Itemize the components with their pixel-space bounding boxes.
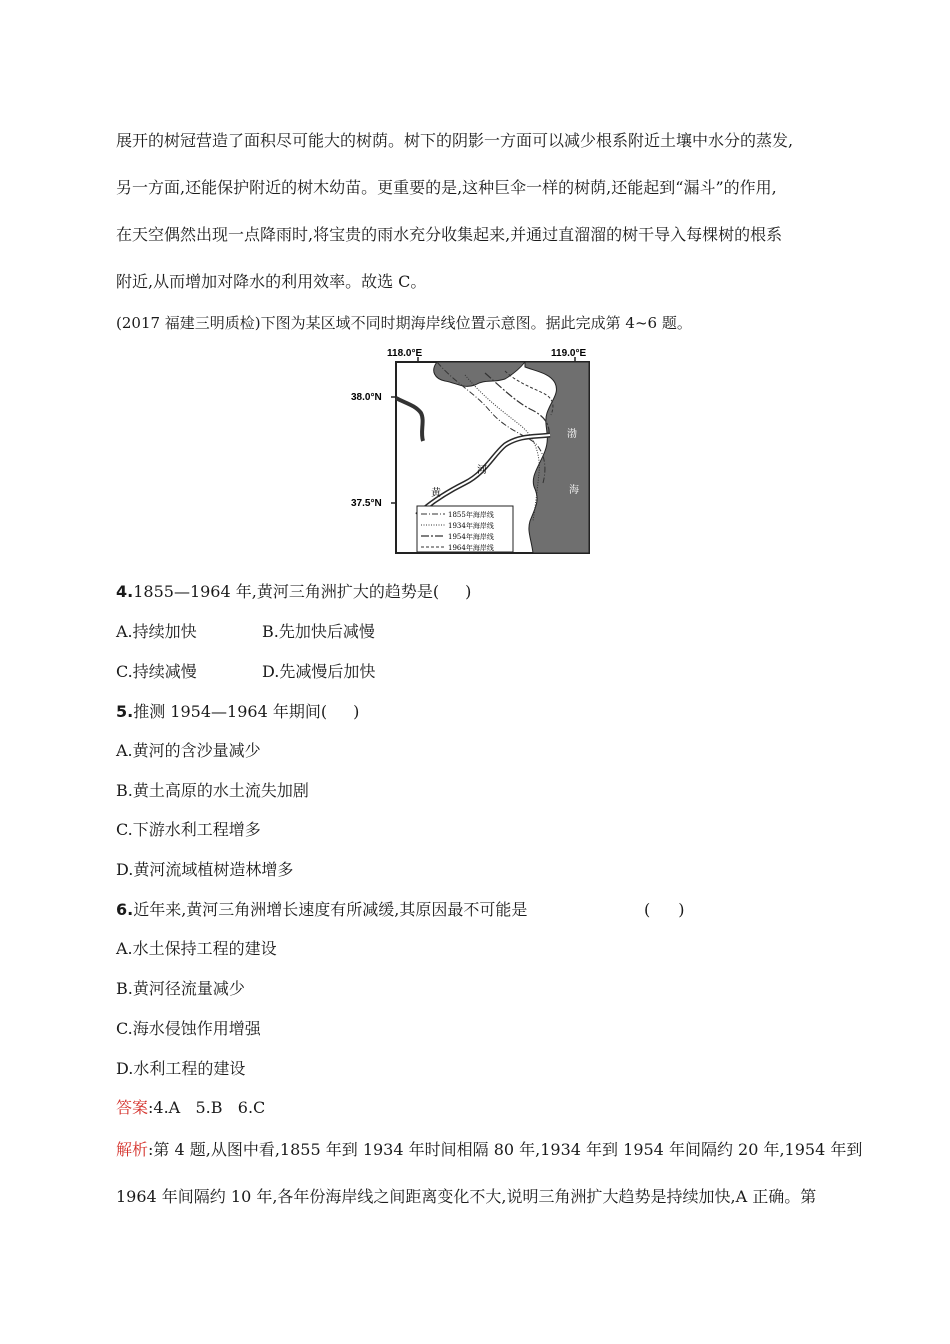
q4-option-d: D.先减慢后加快 <box>262 662 376 681</box>
question-text: 近年来,黄河三角洲增长速度有所减缓,其原因最不可能是 <box>133 900 528 919</box>
sea-label-2: 海 <box>569 485 579 496</box>
paragraph-line-2: 另一方面,还能保护附近的树木幼苗。更重要的是,这种巨伞一样的树荫,还能起到“漏斗”的作用, <box>116 178 777 197</box>
question-text: 推测 1954—1964 年期间( <box>133 702 328 721</box>
answer-label: 答案 <box>116 1098 149 1117</box>
question-intro: (2017 福建三明质检)下图为某区域不同时期海岸线位置示意图。据此完成第 4~6 题。 <box>116 314 692 332</box>
paren-close: ) <box>465 582 472 601</box>
river-label-1: 黄 <box>431 488 441 499</box>
river-label-2: 河 <box>477 465 487 476</box>
lat-top-label: 38.0°N <box>351 392 382 403</box>
sea-label-1: 渤 <box>567 429 577 440</box>
question-number: 4. <box>116 582 134 601</box>
q6-option-a: A.水土保持工程的建设 <box>116 939 277 958</box>
question-text: 1855—1964 年,黄河三角洲扩大的趋势是( <box>133 582 440 601</box>
paren-close: ) <box>353 702 360 721</box>
legend-label-1964: 1964年海岸线 <box>448 544 494 552</box>
question-5 <box>116 702 359 722</box>
question-6 <box>116 900 527 920</box>
paragraph-line-4: 附近,从而增加对降水的利用效率。故选 C。 <box>116 272 427 291</box>
q6-option-d: D.水利工程的建设 <box>116 1059 246 1078</box>
q5-option-d: D.黄河流域植树造林增多 <box>116 860 294 879</box>
answer-line <box>116 1098 265 1118</box>
q5-option-c: C.下游水利工程增多 <box>116 820 261 839</box>
paragraph-line-3: 在天空偶然出现一点降雨时,将宝贵的雨水充分收集起来,并通过直溜溜的树干导入每棵树的根系 <box>116 225 783 244</box>
question-4 <box>116 582 471 602</box>
q4-option-a: A.持续加快 <box>116 622 197 641</box>
q5-option-a: A.黄河的含沙量减少 <box>116 741 261 760</box>
paragraph-line-1: 展开的树冠营造了面积尽可能大的树荫。树下的阴影一方面可以减少根系附近土壤中水分的蒸发, <box>116 131 794 150</box>
lon-right-label: 119.0°E <box>551 348 587 359</box>
q5-option-b: B.黄土高原的水土流失加剧 <box>116 781 309 800</box>
analysis-line-2: 1964 年间隔约 10 年,各年份海岸线之间距离变化不大,说明三角洲扩大趋势是持续加快,A 正确。第 <box>116 1187 817 1206</box>
q4-option-c: C.持续减慢 <box>116 662 197 681</box>
question-number: 6. <box>116 900 134 919</box>
lat-bottom-label: 37.5°N <box>351 498 382 509</box>
paren-open: ( <box>644 900 651 919</box>
analysis-line-1 <box>116 1140 862 1160</box>
q6-option-b: B.黄河径流量减少 <box>116 979 245 998</box>
legend-label-1954: 1954年海岸线 <box>448 533 494 541</box>
lon-left-label: 118.0°E <box>387 348 423 359</box>
q6-answer-blank <box>644 900 685 920</box>
q6-option-c: C.海水侵蚀作用增强 <box>116 1019 261 1038</box>
answer-text: :4.A 5.B 6.C <box>148 1098 266 1117</box>
legend-label-1855: 1855年海岸线 <box>448 511 494 519</box>
q4-option-b: B.先加快后减慢 <box>262 622 375 641</box>
question-number: 5. <box>116 702 134 721</box>
paren-close: ) <box>678 900 685 919</box>
coastline-map <box>351 343 610 556</box>
analysis-text-1: :第 4 题,从图中看,1855 年到 1934 年时间相隔 80 年,1934 年到 1954 年间隔约 20 年,1954 年到 <box>148 1140 863 1159</box>
analysis-label: 解析 <box>116 1140 149 1159</box>
legend-label-1934: 1934年海岸线 <box>448 522 494 530</box>
